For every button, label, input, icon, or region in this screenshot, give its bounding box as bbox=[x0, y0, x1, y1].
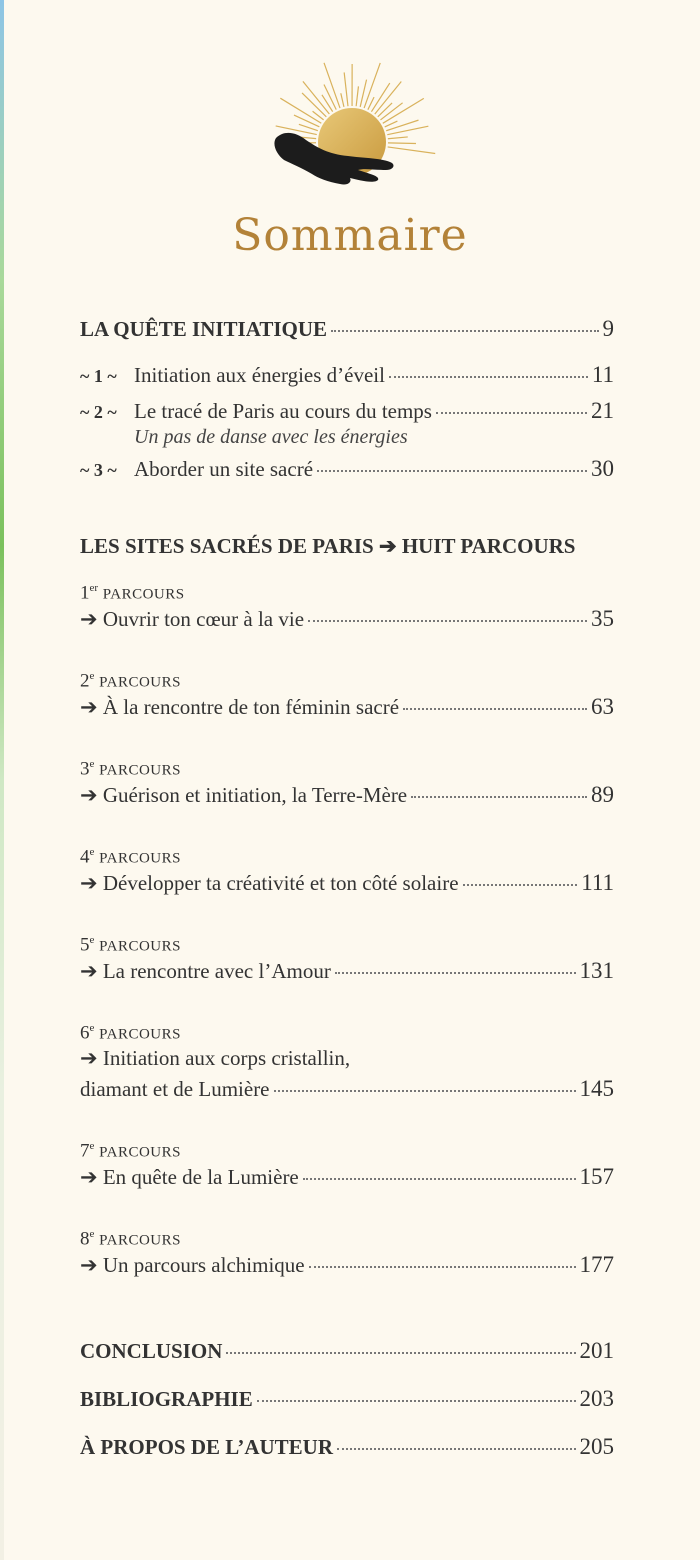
toc-entry-parcours-4[interactable] bbox=[80, 870, 614, 896]
toc-entry-label: ➔ Développer ta créativité et ton côté solaire bbox=[80, 871, 459, 895]
toc-leader-dots bbox=[317, 470, 587, 472]
parcours-label: 2e PARCOURS bbox=[80, 670, 181, 692]
toc-page-number: 205 bbox=[579, 1434, 614, 1459]
parcours-label: 1er PARCOURS bbox=[80, 582, 185, 604]
toc-page-number: 131 bbox=[579, 958, 614, 983]
toc-page-number: 201 bbox=[579, 1338, 614, 1363]
toc-entry-parcours-5[interactable] bbox=[80, 958, 614, 984]
toc-entry-parcours-6[interactable] bbox=[80, 1076, 614, 1102]
toc-page-number: 89 bbox=[591, 782, 614, 807]
toc-part2-heading[interactable]: LES SITES SACRÉS DE PARIS ➔ HUIT PARCOURS bbox=[80, 534, 576, 558]
toc-entry-label: À PROPOS DE L’AUTEUR bbox=[80, 1435, 334, 1459]
parcours-label: 6e PARCOURS bbox=[80, 1022, 181, 1044]
chapter-subtitle: Un pas de danse avec les énergies bbox=[134, 426, 408, 448]
toc-entry-chapter-1[interactable] bbox=[80, 362, 614, 388]
toc-entry-label: ➔ Guérison et initiation, la Terre-Mère bbox=[80, 783, 408, 807]
sun-hand-icon bbox=[262, 50, 442, 200]
toc-entry-a-propos[interactable] bbox=[80, 1434, 614, 1460]
toc-page-number: 30 bbox=[591, 456, 614, 481]
toc-entry-label: ➔ En quête de la Lumière bbox=[80, 1165, 299, 1189]
toc-page-number: 35 bbox=[591, 606, 614, 631]
toc-page-number: 203 bbox=[579, 1386, 614, 1411]
toc-entry-label: BIBLIOGRAPHIE bbox=[80, 1387, 253, 1411]
toc-leader-dots bbox=[274, 1090, 576, 1092]
toc-page-number: 21 bbox=[591, 398, 614, 423]
toc-leader-dots bbox=[308, 620, 587, 622]
parcours-label: 8e PARCOURS bbox=[80, 1228, 181, 1250]
toc-leader-dots bbox=[226, 1352, 575, 1354]
toc-leader-dots bbox=[436, 412, 587, 414]
toc-leader-dots bbox=[403, 708, 587, 710]
toc-entry-conclusion[interactable] bbox=[80, 1338, 614, 1364]
toc-page-number: 157 bbox=[579, 1164, 614, 1189]
toc-leader-dots bbox=[331, 330, 598, 332]
toc-page-number: 9 bbox=[602, 316, 614, 341]
parcours-label: 5e PARCOURS bbox=[80, 934, 181, 956]
toc-entry-label: Le tracé de Paris au cours du temps bbox=[134, 399, 432, 423]
toc-page-number: 111 bbox=[581, 870, 614, 895]
toc-entry-label: ➔ La rencontre avec l’Amour bbox=[80, 959, 331, 983]
chapter-number: ~ 3 ~ bbox=[80, 460, 117, 480]
toc-leader-dots bbox=[337, 1448, 575, 1450]
toc-entry-label: LA QUÊTE INITIATIQUE bbox=[80, 317, 328, 341]
toc-entry-parcours-7[interactable] bbox=[80, 1164, 614, 1190]
parcours-label: 4e PARCOURS bbox=[80, 846, 181, 868]
toc-entry-chapter-2[interactable] bbox=[80, 398, 614, 424]
toc-leader-dots bbox=[389, 376, 588, 378]
toc-entry-label: Initiation aux énergies d’éveil bbox=[134, 363, 385, 387]
toc-entry-parcours-3[interactable] bbox=[80, 782, 614, 808]
toc-page-number: 11 bbox=[591, 362, 614, 387]
toc-leader-dots bbox=[335, 972, 576, 974]
parcours-label: 7e PARCOURS bbox=[80, 1140, 181, 1162]
toc-leader-dots bbox=[463, 884, 578, 886]
chapter-number: ~ 2 ~ bbox=[80, 402, 117, 422]
toc-entry-label: ➔ Un parcours alchimique bbox=[80, 1253, 305, 1277]
toc-entry-label: ➔ À la rencontre de ton féminin sacré bbox=[80, 695, 400, 719]
toc-entry-label: ➔ Ouvrir ton cœur à la vie bbox=[80, 607, 305, 631]
toc-entry-parcours-1[interactable] bbox=[80, 606, 614, 632]
toc-leader-dots bbox=[303, 1178, 576, 1180]
toc-page-number: 177 bbox=[579, 1252, 614, 1277]
page-title: Sommaire bbox=[232, 210, 468, 261]
chapter-number: ~ 1 ~ bbox=[80, 366, 117, 386]
toc-entry-bibliographie[interactable] bbox=[80, 1386, 614, 1412]
toc-entry-parcours-8[interactable] bbox=[80, 1252, 614, 1278]
toc-leader-dots bbox=[309, 1266, 576, 1268]
parcours-label: 3e PARCOURS bbox=[80, 758, 181, 780]
toc-entry-label: diamant et de Lumière bbox=[80, 1077, 270, 1101]
toc-entry-chapter-3[interactable] bbox=[80, 456, 614, 482]
toc-entry-label: CONCLUSION bbox=[80, 1339, 223, 1363]
toc-page-number: 145 bbox=[579, 1076, 614, 1101]
toc-leader-dots bbox=[411, 796, 587, 798]
toc-entry-label: Aborder un site sacré bbox=[134, 457, 314, 481]
toc-leader-dots bbox=[257, 1400, 576, 1402]
toc-entry-part1[interactable] bbox=[80, 316, 614, 342]
toc-entry-parcours-2[interactable] bbox=[80, 694, 614, 720]
toc-entry-label-line1[interactable]: ➔ Initiation aux corps cristallin, bbox=[80, 1046, 351, 1070]
toc-page-number: 63 bbox=[591, 694, 614, 719]
